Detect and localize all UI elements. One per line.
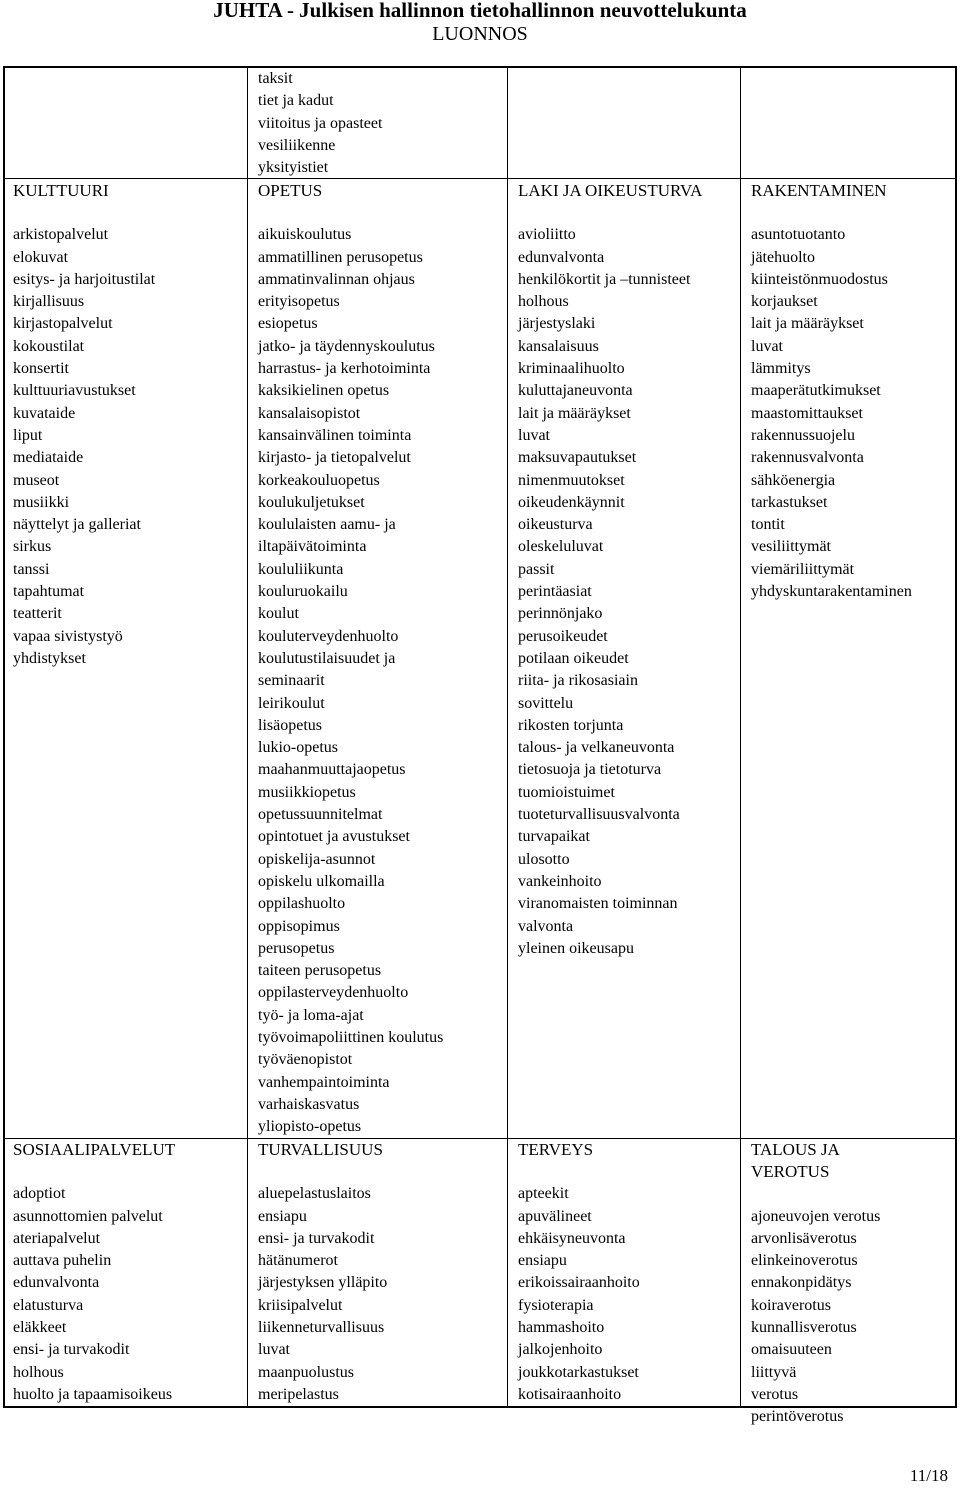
list-item: koiraverotus bbox=[751, 1296, 831, 1314]
category-cell-turvallisuus bbox=[258, 1139, 498, 1406]
list-item: ennakonpidätys bbox=[751, 1274, 852, 1292]
list-item: korkeakouluopetus bbox=[258, 471, 380, 489]
list-item: koulut bbox=[258, 605, 299, 623]
list-item: arkistopalvelut bbox=[13, 226, 109, 244]
list-item: asunnottomien palvelut bbox=[13, 1207, 163, 1225]
spacer bbox=[518, 1161, 733, 1183]
list-item: kriminaalihuolto bbox=[518, 360, 625, 378]
category-title: OPETUS bbox=[258, 181, 323, 200]
category-cell-terveys bbox=[518, 1139, 733, 1406]
list-item: näyttelyt ja galleriat bbox=[13, 516, 141, 534]
list-item: kuluttajaneuvonta bbox=[518, 382, 633, 400]
list-item: ammatillinen perusopetus bbox=[258, 248, 423, 266]
spacer bbox=[13, 1161, 238, 1183]
list-item: riita- ja rikosasiain bbox=[518, 672, 638, 690]
list-item: lait ja määräykset bbox=[518, 404, 631, 422]
list-item: ensiapu bbox=[258, 1207, 307, 1225]
list-item: vesiliikenne bbox=[258, 136, 336, 154]
list-item: yhdistykset bbox=[13, 649, 86, 667]
category-cell-rakentaminen bbox=[751, 180, 951, 603]
page-number: 11/18 bbox=[909, 1466, 948, 1485]
list-item: maahanmuuttajaopetus bbox=[258, 761, 406, 779]
list-item: edunvalvonta bbox=[13, 1274, 100, 1292]
list-item: liput bbox=[13, 426, 43, 444]
list-item: lämmitys bbox=[751, 360, 811, 378]
list-item: varhaiskasvatus bbox=[258, 1095, 360, 1113]
list-item: työväenopistot bbox=[258, 1051, 353, 1069]
column-divider bbox=[740, 66, 741, 1408]
list-item: ehkäisyneuvonta bbox=[518, 1229, 626, 1247]
list-item: ensi- ja turvakodit bbox=[258, 1229, 375, 1247]
list-item: viitoitus ja opasteet bbox=[258, 114, 383, 132]
list-item: yliopisto-opetus bbox=[258, 1118, 362, 1136]
list-item: opiskelu ulkomailla bbox=[258, 872, 385, 890]
list-item: koululiikunta bbox=[258, 560, 344, 578]
spacer bbox=[751, 202, 951, 224]
list-item: tarkastukset bbox=[751, 493, 828, 511]
list-item: talous- ja velkaneuvonta bbox=[518, 739, 675, 757]
list-item: hätänumerot bbox=[258, 1252, 338, 1270]
list-item: potilaan oikeudet bbox=[518, 649, 629, 667]
list-item: opetussuunnitelmat bbox=[258, 806, 383, 824]
list-item: elokuvat bbox=[13, 248, 69, 266]
list-item: vesiliittymät bbox=[751, 538, 831, 556]
list-item: henkilökortit ja –tunnisteet bbox=[518, 270, 691, 288]
category-title: TALOUS JA VEROTUS bbox=[751, 1140, 839, 1182]
list-item: kunnallisverotus bbox=[751, 1319, 857, 1337]
list-item: tiet ja kadut bbox=[258, 92, 334, 110]
list-item: holhous bbox=[518, 293, 569, 311]
list-item: oppisopimus bbox=[258, 917, 340, 935]
list-item: luvat bbox=[258, 1341, 290, 1359]
list-item: perintäasiat bbox=[518, 583, 592, 601]
list-item: edunvalvonta bbox=[518, 248, 605, 266]
list-item: esitys- ja harjoitustilat bbox=[13, 270, 156, 288]
document-status: LUONNOS bbox=[432, 23, 528, 45]
list-item: kirjastopalvelut bbox=[13, 315, 113, 333]
list-item: jätehuolto bbox=[751, 248, 815, 266]
list-item: meripelastus bbox=[258, 1385, 339, 1403]
list-item: järjestyksen ylläpito bbox=[258, 1274, 388, 1292]
list-item: passit bbox=[518, 560, 555, 578]
spacer bbox=[751, 1184, 881, 1206]
list-item: tuomioistuimet bbox=[518, 783, 615, 801]
list-item: asuntotuotanto bbox=[751, 226, 846, 244]
list-item: yleinen oikeusapu bbox=[518, 939, 634, 957]
list-item: aikuiskoulutus bbox=[258, 226, 352, 244]
list-item: turvapaikat bbox=[518, 828, 590, 846]
list-item: perinnönjako bbox=[518, 605, 603, 623]
list-item: kouluruokailu bbox=[258, 583, 348, 601]
list-item: kaksikielinen opetus bbox=[258, 382, 390, 400]
list-item: opintotuet ja avustukset bbox=[258, 828, 410, 846]
list-item: auttava puhelin bbox=[13, 1252, 112, 1270]
category-title: RAKENTAMINEN bbox=[751, 181, 887, 200]
list-item: musiikkiopetus bbox=[258, 783, 356, 801]
list-item: koululaisten aamu- ja bbox=[258, 516, 396, 534]
list-item: kulttuuriavustukset bbox=[13, 382, 136, 400]
list-item: taksit bbox=[258, 70, 293, 87]
list-item: nimenmuutokset bbox=[518, 471, 625, 489]
list-item: opiskelija-asunnot bbox=[258, 850, 376, 868]
list-item: kriisipalvelut bbox=[258, 1296, 343, 1314]
category-cell-laki-ja-oikeusturva bbox=[518, 180, 733, 960]
list-item: apteekit bbox=[518, 1185, 569, 1203]
list-item: viemäriliittymät bbox=[751, 560, 855, 578]
list-item: viranomaisten toiminnan bbox=[518, 895, 678, 913]
list-item: ajoneuvojen verotus bbox=[751, 1207, 881, 1225]
list-item: jalkojenhoito bbox=[518, 1341, 603, 1359]
list-item: omaisuuteen liittyvä bbox=[751, 1341, 832, 1381]
list-item: tapahtumat bbox=[13, 583, 85, 601]
list-item: rakennussuojelu bbox=[751, 426, 855, 444]
list-item: iltapäivätoiminta bbox=[258, 538, 367, 556]
list-item: oppilashuolto bbox=[258, 895, 346, 913]
list-item: järjestyslaki bbox=[518, 315, 596, 333]
list-item: sähköenergia bbox=[751, 471, 836, 489]
list-item: erikoissairaanhoito bbox=[518, 1274, 640, 1292]
list-item: rikosten torjunta bbox=[518, 716, 624, 734]
list-item: arvonlisäverotus bbox=[751, 1229, 857, 1247]
list-item: oikeudenkäynnit bbox=[518, 493, 625, 511]
list-item: lait ja määräykset bbox=[751, 315, 864, 333]
list-item: tontit bbox=[751, 516, 785, 534]
list-item: perusoikeudet bbox=[518, 627, 608, 645]
list-item: liikenneturvallisuus bbox=[258, 1319, 385, 1337]
list-item: tuoteturvallisuusvalvonta bbox=[518, 806, 680, 824]
list-item: elatusturva bbox=[13, 1296, 84, 1314]
category-title: LAKI JA OIKEUSTURVA bbox=[518, 181, 703, 200]
list-item: kirjasto- ja tietopalvelut bbox=[258, 449, 411, 467]
list-item: oppilasterveydenhuolto bbox=[258, 984, 409, 1002]
category-cell-sosiaalipalvelut bbox=[13, 1139, 238, 1406]
row-divider bbox=[3, 178, 957, 179]
category-cell-kulttuuri bbox=[13, 180, 238, 670]
list-item: adoptiot bbox=[13, 1185, 66, 1203]
list-item: vapaa sivistystyö bbox=[13, 627, 123, 645]
list-item: valvonta bbox=[518, 917, 574, 935]
list-item: aluepelastuslaitos bbox=[258, 1185, 371, 1203]
spacer bbox=[258, 202, 498, 224]
list-item: apuvälineet bbox=[518, 1207, 592, 1225]
list-item: vanhempaintoiminta bbox=[258, 1073, 390, 1091]
spacer bbox=[13, 202, 238, 224]
list-item: teatterit bbox=[13, 605, 62, 623]
category-cell-opetus bbox=[258, 180, 498, 1138]
list-item: tanssi bbox=[13, 560, 50, 578]
column-divider bbox=[247, 66, 248, 1408]
list-item: maastomittaukset bbox=[751, 404, 863, 422]
category-title: SOSIAALIPALVELUT bbox=[13, 1140, 176, 1159]
list-item: vankeinhoito bbox=[518, 872, 602, 890]
document-title: JUHTA - Julkisen hallinnon tietohallinnon neuvottelukunta bbox=[213, 0, 747, 22]
list-item: kansalaisopistot bbox=[258, 404, 361, 422]
column-divider bbox=[507, 66, 508, 1408]
list-item: kansainvälinen toiminta bbox=[258, 426, 412, 444]
list-item: kotisairaanhoito bbox=[518, 1385, 622, 1403]
list-item: fysioterapia bbox=[518, 1296, 594, 1314]
list-item: tietosuoja ja tietoturva bbox=[518, 761, 662, 779]
category-title: TERVEYS bbox=[518, 1140, 594, 1159]
spacer bbox=[518, 202, 733, 224]
carryover-list bbox=[258, 68, 382, 179]
list-item: koulutustilaisuudet ja bbox=[258, 649, 396, 667]
list-item: kuvataide bbox=[13, 404, 76, 422]
list-item: ateriapalvelut bbox=[13, 1229, 101, 1247]
list-item: kansalaisuus bbox=[518, 337, 599, 355]
list-item: taiteen perusopetus bbox=[258, 962, 382, 980]
spacer bbox=[258, 1161, 498, 1183]
category-title: TURVALLISUUS bbox=[258, 1140, 383, 1159]
list-item: yksityistiet bbox=[258, 159, 329, 177]
list-item: ensi- ja turvakodit bbox=[13, 1341, 130, 1359]
list-item: lukio-opetus bbox=[258, 739, 338, 757]
list-item: avioliitto bbox=[518, 226, 576, 244]
list-item: ulosotto bbox=[518, 850, 570, 868]
list-item: korjaukset bbox=[751, 293, 818, 311]
list-item: luvat bbox=[518, 426, 550, 444]
list-item: musiikki bbox=[13, 493, 70, 511]
list-item: maaperätutkimukset bbox=[751, 382, 881, 400]
list-item: elinkeinoverotus bbox=[751, 1252, 858, 1270]
list-item: kirjallisuus bbox=[13, 293, 85, 311]
list-item: hammashoito bbox=[518, 1319, 605, 1337]
list-item: kokoustilat bbox=[13, 337, 85, 355]
list-item: perusopetus bbox=[258, 939, 335, 957]
list-item: kouluterveydenhuolto bbox=[258, 627, 399, 645]
list-item: sovittelu bbox=[518, 694, 574, 712]
list-item: huolto ja tapaamisoikeus bbox=[13, 1385, 173, 1403]
list-item: esiopetus bbox=[258, 315, 318, 333]
list-item: mediataide bbox=[13, 449, 84, 467]
list-item: luvat bbox=[751, 337, 783, 355]
list-item: perintöverotus bbox=[751, 1408, 844, 1426]
list-item: leirikoulut bbox=[258, 694, 325, 712]
list-item: eläkkeet bbox=[13, 1319, 67, 1337]
list-item: erityisopetus bbox=[258, 293, 340, 311]
list-item: kiinteistönmuodostus bbox=[751, 270, 888, 288]
list-item: seminaarit bbox=[258, 672, 325, 690]
list-item: oikeusturva bbox=[518, 516, 593, 534]
list-item: oleskeluluvat bbox=[518, 538, 604, 556]
list-item: työvoimapoliittinen koulutus bbox=[258, 1028, 444, 1046]
list-item: ensiapu bbox=[518, 1252, 567, 1270]
list-item: museot bbox=[13, 471, 60, 489]
list-item: koulukuljetukset bbox=[258, 493, 365, 511]
list-item: harrastus- ja kerhotoiminta bbox=[258, 360, 431, 378]
list-item: rakennusvalvonta bbox=[751, 449, 864, 467]
list-item: yhdyskuntarakentaminen bbox=[751, 583, 912, 601]
list-item: verotus bbox=[751, 1385, 799, 1403]
category-cell-talous-ja-verotus bbox=[751, 1139, 881, 1429]
list-item: maanpuolustus bbox=[258, 1363, 354, 1381]
list-item: ammatinvalinnan ohjaus bbox=[258, 270, 415, 288]
list-item: konsertit bbox=[13, 360, 69, 378]
list-item: lisäopetus bbox=[258, 716, 322, 734]
list-item: työ- ja loma-ajat bbox=[258, 1006, 364, 1024]
list-item: jatko- ja täydennyskoulutus bbox=[258, 337, 435, 355]
list-item: holhous bbox=[13, 1363, 64, 1381]
list-item: maksuvapautukset bbox=[518, 449, 637, 467]
category-title: KULTTUURI bbox=[13, 181, 109, 200]
list-item: joukkotarkastukset bbox=[518, 1363, 639, 1381]
list-item: sirkus bbox=[13, 538, 52, 556]
